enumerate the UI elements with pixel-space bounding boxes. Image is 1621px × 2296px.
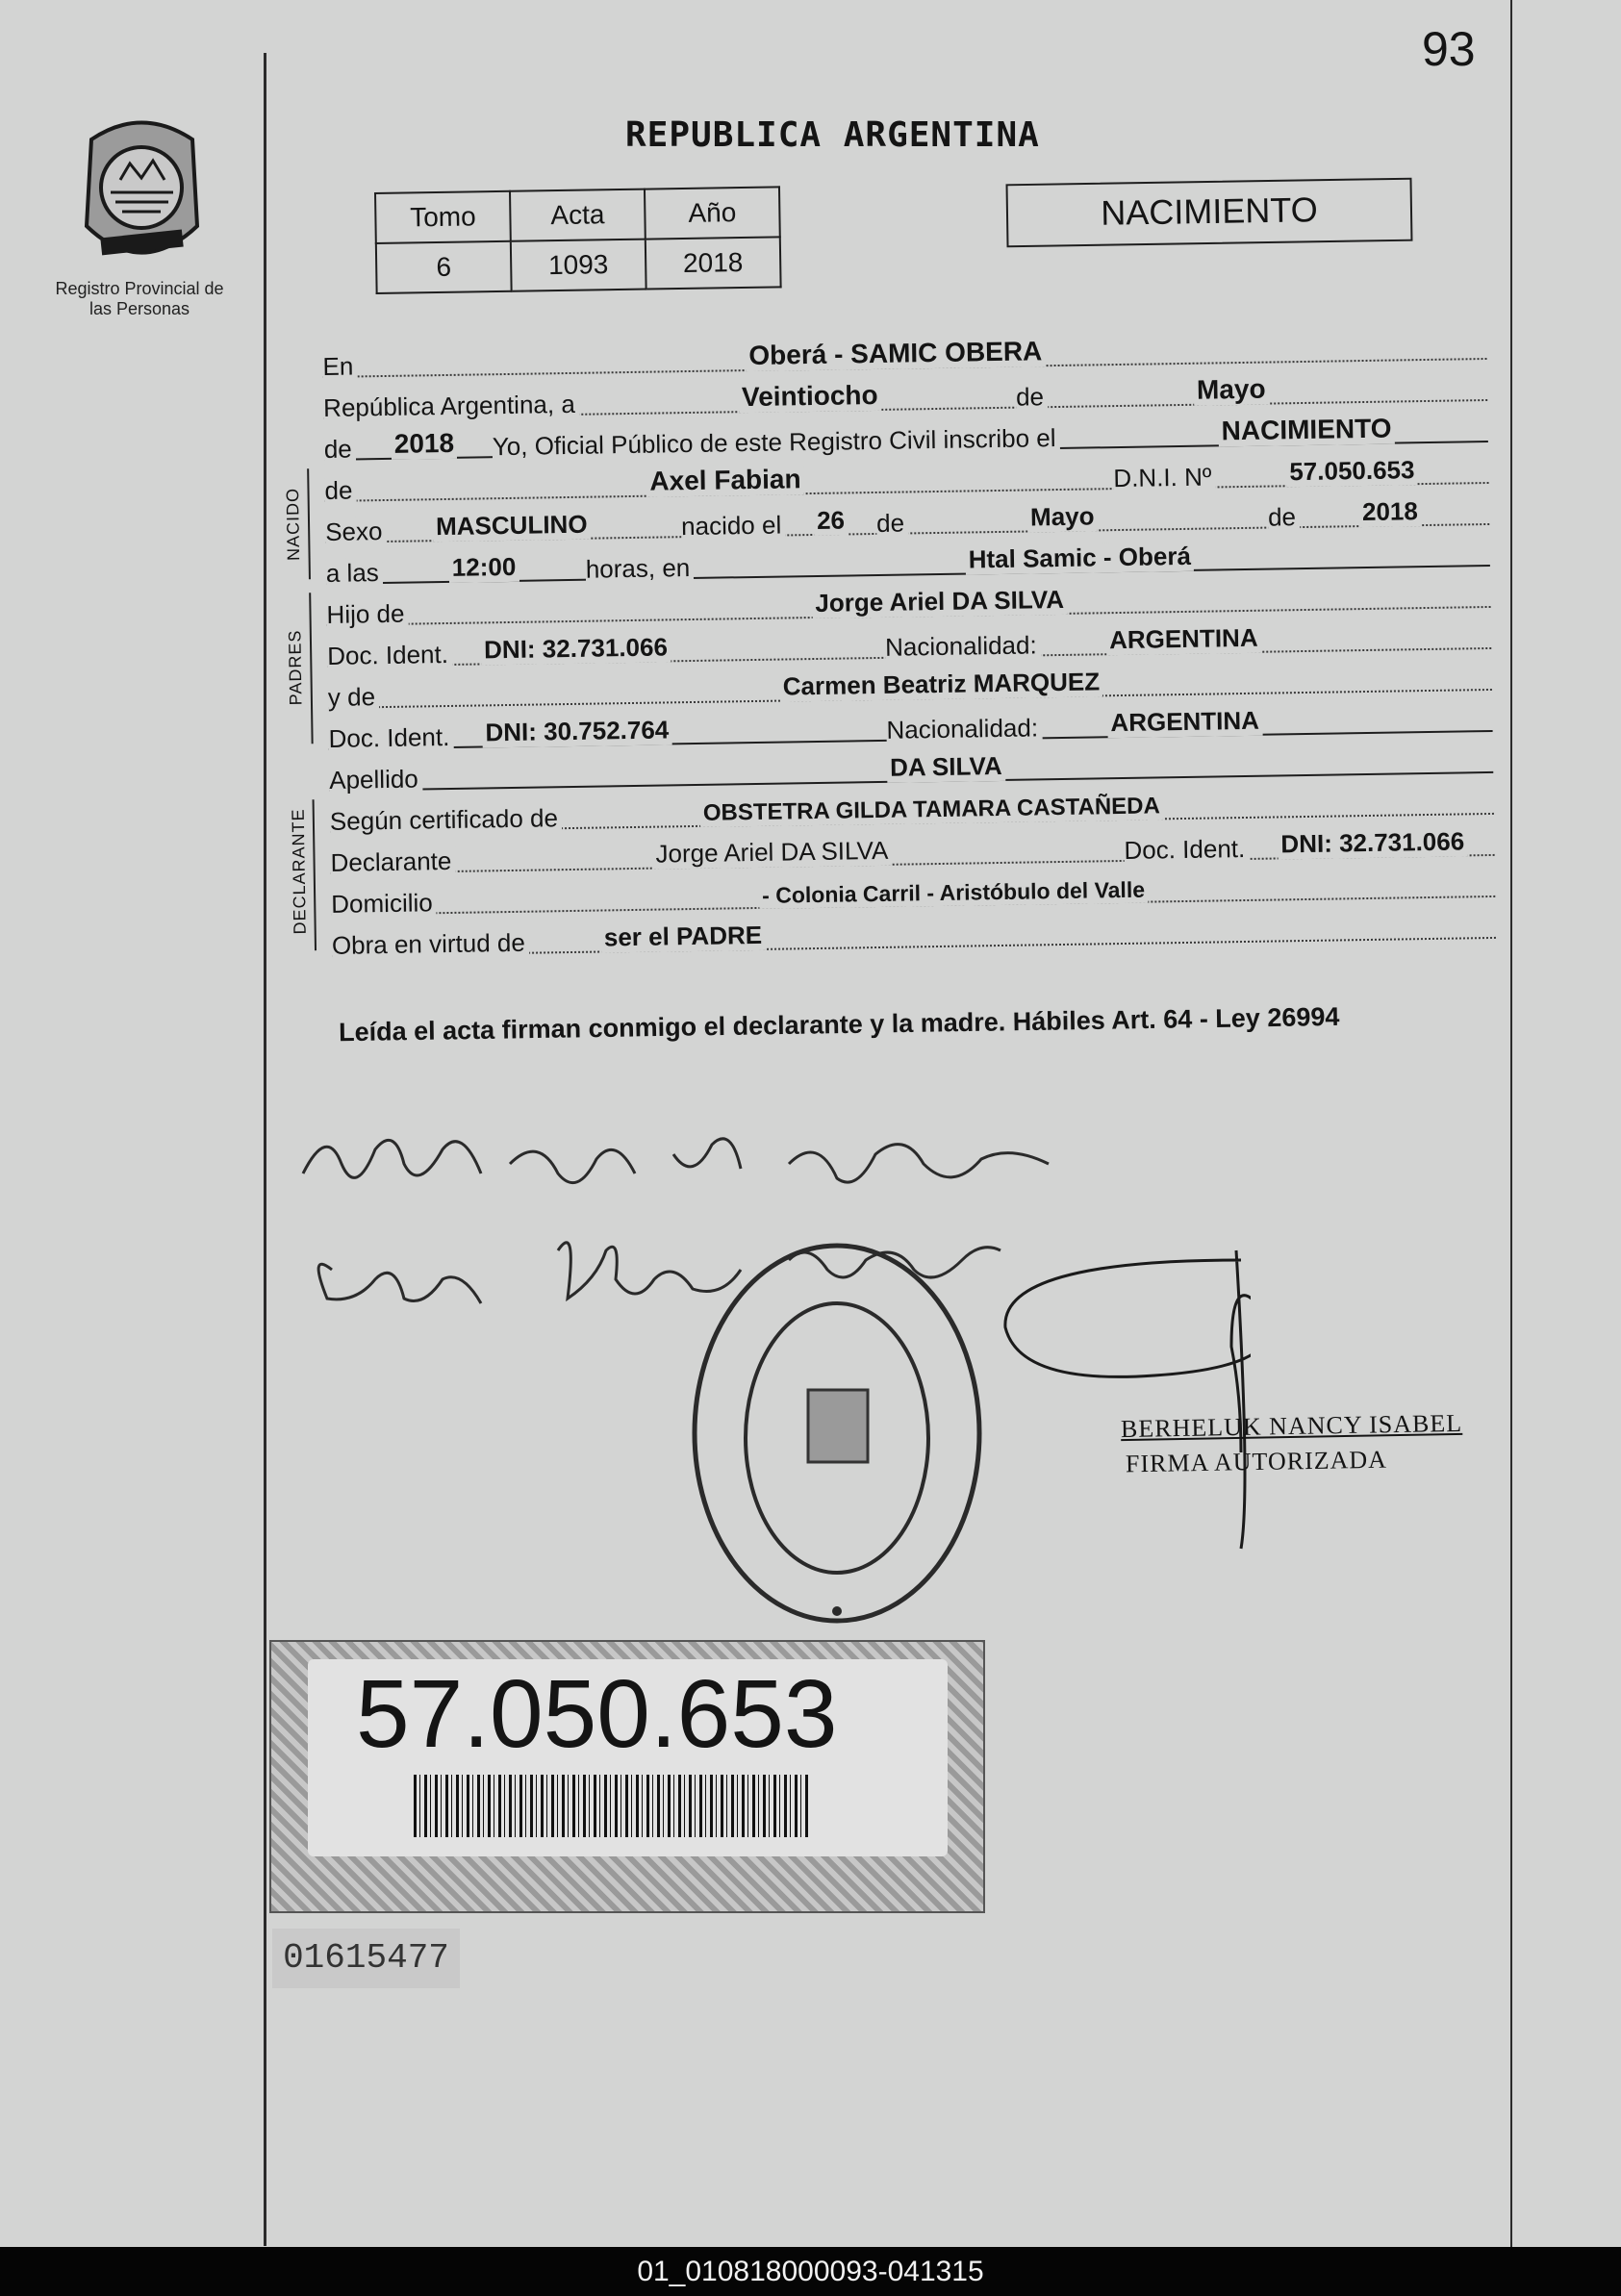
label-domicilio: Domicilio (331, 888, 437, 920)
page-number: 93 (1422, 22, 1476, 76)
official-name: BERHELUK NANCY ISABEL (1120, 1408, 1463, 1444)
label-yde: y de (328, 682, 380, 713)
section-padres (285, 567, 1493, 753)
label-alas: a las (326, 558, 383, 589)
label-doc-mother: Doc. Ident. (328, 722, 453, 754)
value-ano: 2018 (646, 237, 781, 289)
capacity-value: ser el PADRE (601, 921, 766, 953)
certifier-value: OBSTETRA GILDA TAMARA CASTAÑEDA (700, 793, 1163, 827)
label-dni: D.N.I. Nº (1113, 462, 1215, 493)
child-dni-value: 57.050.653 (1286, 455, 1418, 487)
label-en: En (322, 351, 357, 382)
label-nac-mother: Nacionalidad: (886, 713, 1042, 745)
record-table-value-row (376, 237, 781, 293)
side-label-declarante: DECLARANTE (288, 808, 310, 935)
record-table-header-row (375, 187, 780, 243)
address-value: - Colonia Carril - Aristóbulo del Valle (759, 877, 1148, 909)
label-nacido-el: nacido el (681, 510, 786, 542)
birth-time-value: 12:00 (449, 552, 519, 583)
label-nac-father: Nacionalidad: (885, 630, 1041, 663)
label-republica: República Argentina, a (323, 390, 579, 423)
registry-caption: Registro Provincial de las Personas (55, 279, 224, 318)
section-declarante (288, 773, 1496, 960)
birth-year-value: 2018 (1359, 496, 1421, 527)
declarant-name-value: Jorge Ariel DA SILVA (652, 836, 891, 870)
father-signature (303, 1139, 1049, 1183)
birth-day-value: 26 (814, 505, 848, 536)
declarante-bracket (313, 799, 317, 950)
child-name-value: Axel Fabian (646, 464, 804, 497)
serial-number: 01615477 (272, 1929, 460, 1988)
label-obra: Obra en virtud de (332, 928, 529, 961)
left-margin-rule (264, 53, 266, 2246)
birth-record-form (282, 318, 1496, 960)
header-ano: Año (645, 187, 780, 239)
footer-filename: 01_010818000093-041315 (0, 2247, 1621, 2296)
father-nat-value: ARGENTINA (1106, 623, 1261, 656)
label-de-year2: de (1268, 502, 1300, 533)
label-segun: Según certificado de (330, 803, 563, 837)
provincial-seal-logo (72, 111, 212, 274)
document-title: REPUBLICA ARGENTINA (625, 115, 1040, 155)
label-de: de (1016, 382, 1048, 413)
header-acta: Acta (510, 189, 646, 241)
label-declarante: Declarante (330, 846, 455, 878)
section-nacido (282, 442, 1490, 588)
father-doc-value: DNI: 32.731.066 (481, 632, 671, 665)
record-table (374, 186, 782, 294)
label-apellido: Apellido (329, 764, 422, 795)
label-hijo: Hijo de (326, 599, 408, 630)
father-name-value: Jorge Ariel DA SILVA (812, 585, 1067, 618)
registry-stamp (688, 1241, 986, 1635)
declarant-doc-value: DNI: 32.731.066 (1278, 826, 1467, 859)
label-horas: horas, en (586, 553, 695, 585)
birth-month-value: Mayo (1027, 501, 1098, 532)
day-words-value: Veintiocho (739, 380, 881, 413)
label-de-year: de (324, 434, 356, 465)
label-doc-father: Doc. Ident. (327, 640, 452, 671)
label-doc-declarant: Doc. Ident. (1124, 834, 1249, 866)
mother-name-value: Carmen Beatriz MARQUEZ (780, 667, 1103, 701)
header-tomo: Tomo (375, 191, 511, 243)
value-acta: 1093 (511, 240, 646, 291)
label-de-month: de (876, 508, 908, 539)
nacido-bracket (307, 468, 311, 579)
year-value: 2018 (392, 428, 458, 460)
side-label-padres: PADRES (285, 629, 306, 706)
mother-doc-value: DNI: 30.752.764 (482, 715, 671, 747)
padres-bracket (309, 593, 313, 744)
label-sexo: Sexo (325, 517, 387, 547)
surname-value: DA SILVA (887, 751, 1005, 783)
place-value: Oberá - SAMIC OBERA (746, 336, 1045, 371)
right-margin-rule (1510, 0, 1512, 2247)
barcode (414, 1775, 808, 1837)
closing-note: Leída el acta firman conmigo el declarante y la madre. Hábiles Art. 64 - Ley 26994 (338, 1001, 1340, 1047)
birth-place-value: Htal Samic - Oberá (965, 542, 1194, 575)
month-value: Mayo (1194, 374, 1269, 406)
label-de-name: de (324, 475, 356, 506)
mother-nat-value: ARGENTINA (1107, 706, 1262, 739)
official-signature (1005, 1250, 1251, 1549)
sex-value: MASCULINO (433, 510, 591, 542)
label-oficial: Yo, Oficial Público de este Registro Civil inscribo el (493, 423, 1060, 462)
value-tomo: 6 (376, 241, 512, 293)
record-type-box: NACIMIENTO (1006, 178, 1413, 248)
official-role: FIRMA AUTORIZADA (1125, 1445, 1388, 1478)
barcode-number: 57.050.653 (356, 1660, 838, 1768)
record-kind-value: NACIMIENTO (1218, 414, 1394, 447)
side-label-nacido: NACIDO (282, 487, 304, 562)
